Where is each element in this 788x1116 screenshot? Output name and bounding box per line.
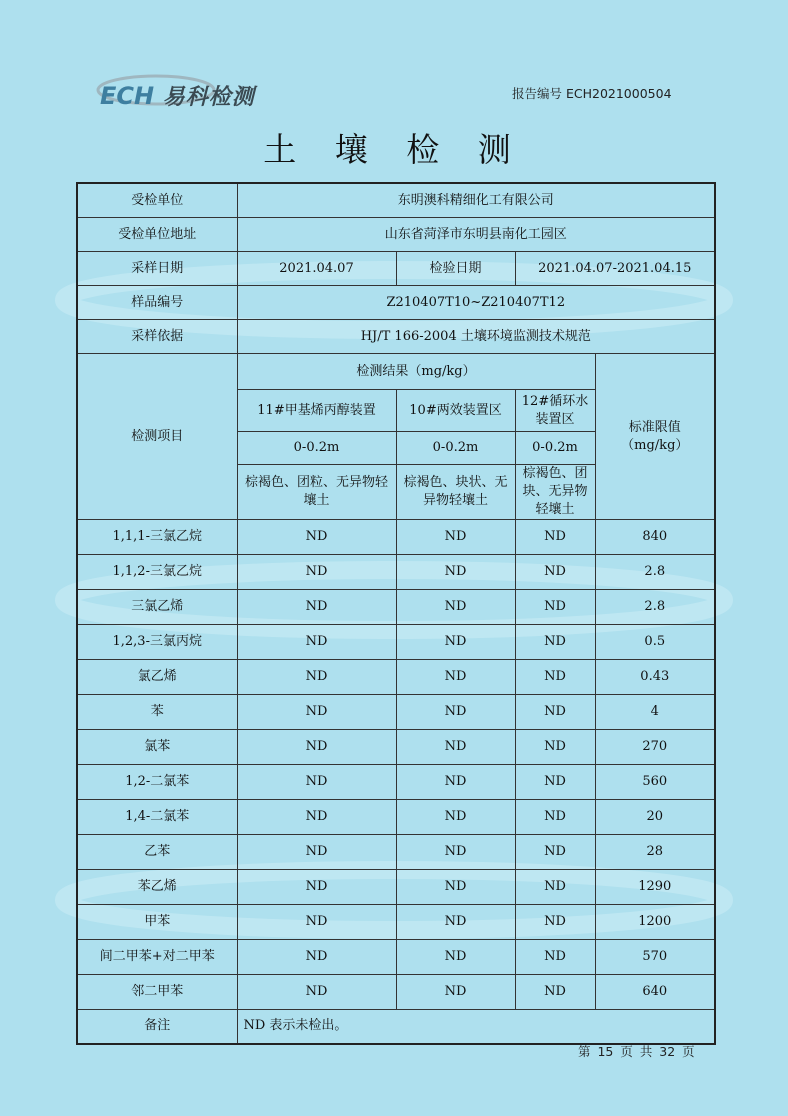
result-rows	[77, 520, 715, 1010]
table-row	[77, 660, 715, 695]
remark-label: 备注	[77, 1010, 237, 1044]
table-row	[77, 835, 715, 870]
limit-cell: 4	[595, 695, 715, 730]
limit-cell: 270	[595, 730, 715, 765]
site-1-result: ND	[237, 660, 396, 695]
limit-cell: 1290	[595, 870, 715, 905]
info-row-sample-no	[77, 286, 715, 320]
limit-cell: 570	[595, 940, 715, 975]
unit-label: 受检单位	[77, 183, 237, 218]
item-cell: 1,1,1-三氯乙烷	[77, 520, 237, 555]
sample-date-value: 2021.04.07	[237, 252, 396, 286]
site-3-result: ND	[515, 590, 595, 625]
item-cell: 1,1,2-三氯乙烷	[77, 555, 237, 590]
site-2-result: ND	[396, 590, 515, 625]
logo-text	[100, 80, 255, 111]
remark-value: ND 表示未检出。	[237, 1010, 715, 1044]
basis-value: HJ/T 166-2004 土壤环境监测技术规范	[237, 320, 715, 354]
site-3-result: ND	[515, 975, 595, 1010]
site-1-result: ND	[237, 590, 396, 625]
test-date-label: 检验日期	[396, 252, 515, 286]
site-1-result: ND	[237, 695, 396, 730]
site-2-result: ND	[396, 660, 515, 695]
sample-date-label: 采样日期	[77, 252, 237, 286]
sample-no-value: Z210407T10~Z210407T12	[237, 286, 715, 320]
item-cell: 邻二甲苯	[77, 975, 237, 1010]
table-row	[77, 520, 715, 555]
site-2-result: ND	[396, 765, 515, 800]
site-2-result: ND	[396, 800, 515, 835]
item-cell: 间二甲苯+对二甲苯	[77, 940, 237, 975]
site-3-result: ND	[515, 870, 595, 905]
limit-header	[595, 354, 715, 520]
item-cell: 1,4-二氯苯	[77, 800, 237, 835]
item-cell: 1,2-二氯苯	[77, 765, 237, 800]
table-row	[77, 555, 715, 590]
table-row	[77, 765, 715, 800]
limit-cell: 20	[595, 800, 715, 835]
limit-cell: 1200	[595, 905, 715, 940]
table-row	[77, 905, 715, 940]
site-2-result: ND	[396, 940, 515, 975]
address-label: 受检单位地址	[77, 218, 237, 252]
address-value: 山东省菏泽市东明县南化工园区	[237, 218, 715, 252]
table-row	[77, 940, 715, 975]
site-1-result: ND	[237, 940, 396, 975]
item-cell: 1,2,3-三氯丙烷	[77, 625, 237, 660]
description-1: 棕褐色、团粒、无异物轻壤土	[237, 465, 396, 520]
site-3-result: ND	[515, 730, 595, 765]
site-1: 11#甲基烯丙醇装置	[237, 390, 396, 432]
info-row-address	[77, 218, 715, 252]
table-row	[77, 800, 715, 835]
table-row	[77, 625, 715, 660]
limit-cell: 2.8	[595, 555, 715, 590]
site-2-result: ND	[396, 625, 515, 660]
site-2-result: ND	[396, 730, 515, 765]
site-2-result: ND	[396, 835, 515, 870]
site-1-result: ND	[237, 975, 396, 1010]
site-1-result: ND	[237, 555, 396, 590]
site-1-result: ND	[237, 870, 396, 905]
unit-value: 东明澳科精细化工有限公司	[237, 183, 715, 218]
limit-cell: 640	[595, 975, 715, 1010]
description-3: 棕褐色、团块、无异物轻壤土	[515, 465, 595, 520]
item-header: 检测项目	[77, 354, 237, 520]
site-2-result: ND	[396, 870, 515, 905]
site-1-result: ND	[237, 520, 396, 555]
info-row-basis	[77, 320, 715, 354]
limit-cell: 840	[595, 520, 715, 555]
item-cell: 氯苯	[77, 730, 237, 765]
site-1-result: ND	[237, 765, 396, 800]
limit-cell: 560	[595, 765, 715, 800]
limit-header-text: 标准限值 （mg/kg）	[621, 419, 689, 453]
item-cell: 三氯乙烯	[77, 590, 237, 625]
site-2-result: ND	[396, 520, 515, 555]
table-row	[77, 590, 715, 625]
site-3-result: ND	[515, 555, 595, 590]
limit-cell: 2.8	[595, 590, 715, 625]
depth-3: 0-0.2m	[515, 432, 595, 465]
site-2-result: ND	[396, 905, 515, 940]
page-title: 土 壤 检 测	[263, 130, 525, 169]
test-date-value: 2021.04.07-2021.04.15	[515, 252, 715, 286]
limit-cell: 0.43	[595, 660, 715, 695]
item-cell: 甲苯	[77, 905, 237, 940]
site-3-result: ND	[515, 905, 595, 940]
site-1-result: ND	[237, 905, 396, 940]
info-row-dates	[77, 252, 715, 286]
site-3-result: ND	[515, 625, 595, 660]
site-2-result: ND	[396, 555, 515, 590]
site-1-result: ND	[237, 800, 396, 835]
basis-label: 采样依据	[77, 320, 237, 354]
report-number: 报告编号 ECH2021000504	[512, 86, 672, 101]
table-row	[77, 730, 715, 765]
table-row	[77, 870, 715, 905]
item-cell: 苯乙烯	[77, 870, 237, 905]
site-3-result: ND	[515, 765, 595, 800]
site-3-result: ND	[515, 835, 595, 870]
table-row	[77, 695, 715, 730]
site-3-result: ND	[515, 520, 595, 555]
site-2-result: ND	[396, 975, 515, 1010]
site-3: 12#循环水装置区	[515, 390, 595, 432]
item-cell: 乙苯	[77, 835, 237, 870]
result-header: 检测结果（mg/kg）	[237, 354, 595, 390]
site-3-result: ND	[515, 695, 595, 730]
site-2: 10#两效装置区	[396, 390, 515, 432]
results-table	[76, 182, 716, 1045]
limit-cell: 0.5	[595, 625, 715, 660]
page-footer: 第 15 页 共 32 页	[578, 1044, 695, 1059]
site-3-result: ND	[515, 800, 595, 835]
results-header-row-1	[77, 354, 715, 390]
site-2-result: ND	[396, 695, 515, 730]
site-1-result: ND	[237, 625, 396, 660]
sample-no-label: 样品编号	[77, 286, 237, 320]
depth-1: 0-0.2m	[237, 432, 396, 465]
site-3-result: ND	[515, 940, 595, 975]
remark-row	[77, 1010, 715, 1044]
limit-cell: 28	[595, 835, 715, 870]
logo-name: 易科检测	[162, 85, 255, 110]
logo-mark: ECH	[100, 82, 155, 110]
table-row	[77, 975, 715, 1010]
item-cell: 氯乙烯	[77, 660, 237, 695]
site-3-result: ND	[515, 660, 595, 695]
site-1-result: ND	[237, 730, 396, 765]
depth-2: 0-0.2m	[396, 432, 515, 465]
item-cell: 苯	[77, 695, 237, 730]
info-row-unit	[77, 183, 715, 218]
site-1-result: ND	[237, 835, 396, 870]
description-2: 棕褐色、块状、无异物轻壤土	[396, 465, 515, 520]
